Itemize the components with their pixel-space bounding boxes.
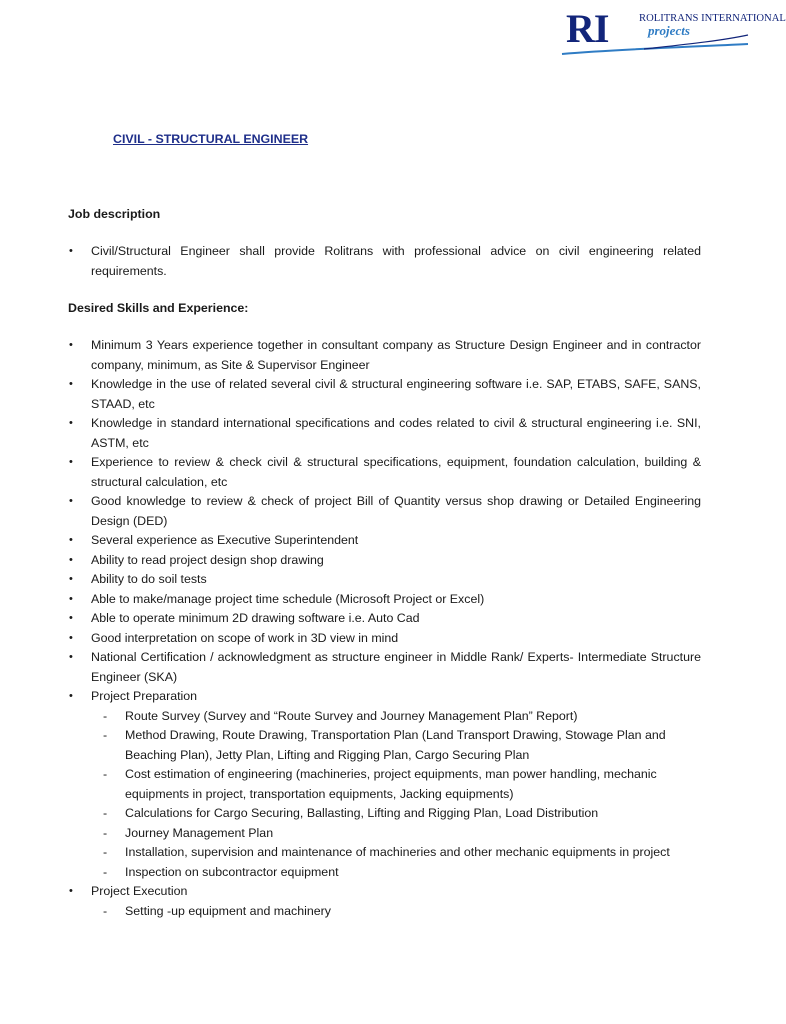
list-item-text: Project Execution: [91, 884, 188, 898]
list-item: [68, 551, 701, 571]
list-item-text: Able to operate minimum 2D drawing software i.e. Auto Cad: [91, 611, 420, 625]
list-item: [68, 242, 701, 281]
bullet-icon: •: [69, 573, 73, 585]
logo-company-name: ROLITRANS INTERNATIONAL: [639, 13, 786, 24]
list-item: [68, 414, 701, 453]
list-item: [68, 609, 701, 629]
list-item-text: Several experience as Executive Superintendent: [91, 533, 359, 547]
list-item-text: Good knowledge to review & check of project Bill of Quantity versus shop drawing or Detailed Engineering Design (DED): [91, 494, 701, 528]
sublist-item: [103, 765, 701, 804]
logo-subtitle: projects: [648, 23, 690, 38]
bullet-icon: •: [69, 553, 73, 566]
job-description-heading: Job description: [68, 207, 161, 221]
dash-icon: -: [103, 825, 108, 840]
dash-icon: -: [103, 864, 108, 879]
list-item-text: Minimum 3 Years experience together in consultant company as Structure Design Engineer and in contractor company, minimum, as Site & Supervisor Engineer: [91, 338, 701, 372]
list-item: [68, 570, 701, 590]
skills-list: [68, 336, 701, 921]
project-preparation-sublist: [91, 707, 701, 883]
list-item: [68, 453, 701, 492]
list-item: [68, 375, 701, 414]
bullet-icon: •: [69, 612, 73, 624]
bullet-icon: •: [69, 690, 73, 702]
skills-heading: Desired Skills and Experience:: [68, 301, 249, 315]
sublist-item-text: Cost estimation of engineering (machineries, project equipments, man power handling, mechanic equipments in project, transportation equipments, Jacking equipments): [125, 767, 657, 801]
bullet-icon: •: [69, 885, 73, 897]
bullet-icon: •: [69, 651, 73, 663]
list-item-project-preparation: [68, 687, 701, 882]
bullet-icon: •: [69, 245, 73, 257]
bullet-icon: •: [69, 378, 73, 390]
list-item: [68, 531, 701, 551]
dash-icon: -: [103, 728, 108, 742]
sublist-item: [103, 824, 701, 844]
list-item-text: Good interpretation on scope of work in 3D view in mind: [91, 630, 399, 645]
bullet-icon: •: [69, 339, 73, 351]
project-execution-sublist: [91, 902, 701, 922]
sublist-item-text: Inspection on subcontractor equipment: [125, 864, 339, 879]
sublist-item: [103, 843, 701, 863]
bullet-icon: •: [69, 631, 73, 644]
sublist-item-text: Calculations for Cargo Securing, Ballasting, Lifting and Rigging Plan, Load Distribution: [125, 806, 599, 820]
dash-icon: -: [103, 845, 108, 859]
sublist-item: [103, 726, 701, 765]
page-title: CIVIL - STRUCTURAL ENGINEER: [113, 132, 309, 146]
list-item-text: Able to make/manage project time schedule (Microsoft Project or Excel): [91, 591, 485, 606]
list-item-text: Experience to review & check civil & structural specifications, equipment, foundation calculation, building & structural calculation, etc: [91, 455, 701, 489]
bullet-icon: •: [69, 495, 73, 507]
company-logo: [560, 6, 786, 59]
dash-icon: -: [103, 806, 108, 820]
bullet-icon: •: [69, 534, 73, 546]
list-item-text: Knowledge in standard international specifications and codes related to civil & structural engineering i.e. SNI, ASTM, etc: [91, 416, 701, 450]
sublist-item-text: Journey Management Plan: [125, 825, 274, 840]
list-item: [68, 629, 701, 649]
bullet-icon: •: [69, 456, 73, 468]
dash-icon: -: [103, 708, 108, 723]
list-item: [68, 492, 701, 531]
sublist-item-text: Route Survey (Survey and “Route Survey and Journey Management Plan” Report): [125, 708, 578, 723]
sublist-item-text: Setting -up equipment and machinery: [125, 903, 331, 918]
sublist-item-text: Method Drawing, Route Drawing, Transportation Plan (Land Transport Drawing, Stowage Plan and Beaching Plan), Jetty Plan, Lifting and Rigging Plan, Cargo Securing Plan: [125, 728, 666, 762]
sublist-item: [103, 707, 701, 727]
sublist-item: [103, 863, 701, 883]
list-item-project-execution: [68, 882, 701, 921]
dash-icon: -: [103, 767, 108, 781]
list-item: [68, 590, 701, 610]
list-item: [68, 336, 701, 375]
list-item-text: Ability to read project design shop drawing: [91, 552, 324, 567]
sublist-item-text: Installation, supervision and maintenance of machineries and other mechanic equipments in project: [125, 845, 670, 859]
bullet-icon: •: [69, 417, 73, 429]
sublist-item: [103, 902, 701, 922]
list-item-text: Project Preparation: [91, 689, 198, 703]
dash-icon: -: [103, 903, 108, 918]
bullet-icon: •: [69, 592, 73, 605]
job-description-list: [68, 242, 701, 281]
list-item-text: Ability to do soil tests: [91, 572, 207, 586]
list-item: [68, 648, 701, 687]
logo-mark: RI: [566, 6, 609, 51]
sublist-item: [103, 804, 701, 824]
list-item-text: National Certification / acknowledgment as structure engineer in Middle Rank/ Experts- Intermediate Structure Engineer (SKA): [91, 650, 701, 684]
list-item-text: Knowledge in the use of related several civil & structural engineering software i.e. SAP, ETABS, SAFE, SANS, STAAD, etc: [91, 377, 701, 411]
list-item-text: Civil/Structural Engineer shall provide Rolitrans with professional advice on civil engineering related requirements.: [91, 244, 701, 278]
